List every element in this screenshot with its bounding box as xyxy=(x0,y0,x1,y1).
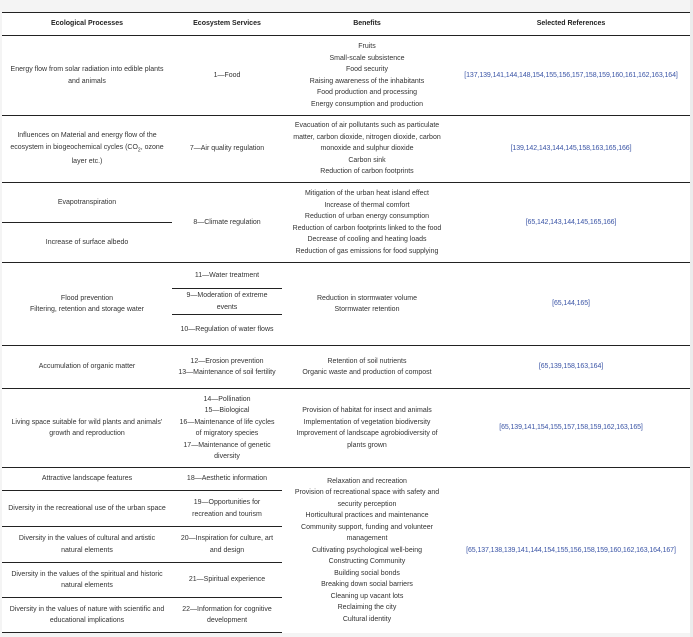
process-cell xyxy=(2,116,172,183)
process-cell: Living space suitable for wild plants and animals’ growth and reproduction xyxy=(2,389,172,468)
process-cell: Diversity in the recreational use of the urban space xyxy=(2,491,172,527)
benefit-item: Food production and processing xyxy=(316,89,417,96)
benefit-item: Cultural identity xyxy=(342,615,392,623)
process-cell xyxy=(2,263,172,346)
benefit-item: Cleaning up vacant lots xyxy=(330,592,404,600)
benefit-item: Energy consumption and production xyxy=(310,100,424,108)
service-item: 12—Erosion prevention xyxy=(190,357,264,365)
benefit-item: Horticultural practices and maintenance xyxy=(305,512,429,519)
process-text: Influences on Material and energy flow of the ecosystem in biogeochemical cycles (CO xyxy=(10,132,157,151)
table-row xyxy=(2,468,690,491)
references-cell[interactable]: [137,139,141,144,148,154,155,156,157,158,159,160,161,162,163,164] xyxy=(452,36,690,116)
table-header-row xyxy=(2,13,690,36)
benefit-item: Provision of recreational space with safety and security perception xyxy=(294,489,440,508)
table-row xyxy=(2,263,690,289)
benefit-item: Increase of thermal comfort xyxy=(324,201,410,209)
service-cell: 7—Air quality regulation xyxy=(172,116,282,183)
header-ecosystem-services: Ecosystem Services xyxy=(172,13,282,36)
benefit-item: Reduction of carbon footprints linked to the food xyxy=(292,224,442,232)
references-cell[interactable]: [139,142,143,144,145,158,163,165,166] xyxy=(452,116,690,183)
ecosystem-services-table xyxy=(2,12,690,633)
benefit-item: Food security xyxy=(345,66,389,73)
process-cell: Attractive landscape features xyxy=(2,468,172,491)
benefit-item: Stormwater retention xyxy=(334,306,400,313)
benefit-item: Community support, funding and volunteer management xyxy=(301,523,433,542)
benefit-item: Decrease of cooling and heating loads xyxy=(307,236,427,243)
table-row xyxy=(2,346,690,389)
table-row xyxy=(2,183,690,223)
process-cell: Diversity in the values of nature with scientific and educational implications xyxy=(2,598,172,633)
process-cell: Energy flow from solar radiation into edible plants and animals xyxy=(2,36,172,116)
benefits-cell xyxy=(282,116,452,183)
service-cell xyxy=(172,346,282,389)
benefit-item: Organic waste and production of compost xyxy=(302,369,432,376)
benefit-item: Reduction of gas emissions for food supplying xyxy=(295,247,439,255)
benefit-item: Small-scale subsistence xyxy=(329,54,405,62)
service-item: 13—Maintenance of soil fertility xyxy=(178,369,276,376)
process-cell: Increase of surface albedo xyxy=(2,223,172,263)
service-cell xyxy=(172,389,282,468)
process-cell: Diversity in the values of cultural and artistic natural elements xyxy=(2,527,172,563)
service-item: 17—Maintenance of genetic diversity xyxy=(183,441,271,460)
benefit-item: Reduction of urban energy consumption xyxy=(304,213,430,220)
benefit-item: Constructing Community xyxy=(328,558,406,565)
benefit-item: Reduction in stormwater volume xyxy=(317,294,417,302)
references-cell[interactable]: [65,142,143,144,145,165,166] xyxy=(452,183,690,263)
benefit-item: Retention of soil nutrients xyxy=(327,357,407,365)
table-row xyxy=(2,389,690,468)
references-cell[interactable]: [65,137,138,139,141,144,154,155,156,158,159,160,162,163,164,167] xyxy=(452,468,690,633)
benefit-item: Reclaiming the city xyxy=(337,604,397,611)
service-cell: 1—Food xyxy=(172,36,282,116)
benefit-item: Improvement of landscape agrobiodiversity of plants grown xyxy=(296,430,438,449)
ecosystem-services-table-container xyxy=(2,12,690,633)
subscript: 2 xyxy=(137,146,141,153)
table-row xyxy=(2,36,690,116)
service-cell: 22—Information for cognitive development xyxy=(172,598,282,633)
benefits-cell xyxy=(282,183,452,263)
header-ecological-processes: Ecological Processes xyxy=(2,13,172,36)
benefits-cell xyxy=(282,468,452,633)
header-benefits: Benefits xyxy=(282,13,452,36)
process-cell: Diversity in the values of the spiritual and historic natural elements xyxy=(2,563,172,598)
process-line: Filtering, retention and storage water xyxy=(29,306,144,313)
service-cell: 20—Inspiration for culture, art and design xyxy=(172,527,282,563)
service-cell: 8—Climate regulation xyxy=(172,183,282,263)
service-cell: 21—Spiritual experience xyxy=(172,563,282,598)
service-item: 14—Pollination xyxy=(203,395,251,403)
benefit-item: Reduction of carbon footprints xyxy=(320,168,414,176)
service-cell: 9—Moderation of extreme events xyxy=(172,289,282,315)
benefits-cell xyxy=(282,263,452,346)
references-cell[interactable]: [65,144,165] xyxy=(452,263,690,346)
service-item: 15—Biological xyxy=(204,407,250,414)
benefits-cell xyxy=(282,346,452,389)
process-cell: Accumulation of organic matter xyxy=(2,346,172,389)
service-cell: 18—Aesthetic information xyxy=(172,468,282,491)
benefit-item: Carbon sink xyxy=(348,156,386,164)
references-cell[interactable]: [65,139,158,163,164] xyxy=(452,346,690,389)
benefit-item: Fruits xyxy=(358,43,376,50)
benefits-cell xyxy=(282,36,452,116)
benefits-cell xyxy=(282,389,452,468)
benefit-item: Breaking down social barriers xyxy=(321,581,413,588)
table-row xyxy=(2,116,690,183)
benefit-item: Evacuation of air pollutants such as particulate matter, carbon dioxide, nitrogen dioxide, carbon monoxide and sulphur dioxide xyxy=(293,122,441,153)
header-selected-references: Selected References xyxy=(452,13,690,36)
benefit-item: Provision of habitat for insect and animals xyxy=(302,407,432,414)
service-cell: 19—Opportunities for recreation and tourism xyxy=(172,491,282,527)
process-text-tail: , ozone layer etc.) xyxy=(71,143,164,166)
references-cell[interactable]: [65,139,141,154,155,157,158,159,162,163,165] xyxy=(452,389,690,468)
service-item: 16—Maintenance of life cycles of migratory species xyxy=(179,418,275,437)
process-cell: Evapotranspiration xyxy=(2,183,172,223)
benefit-item: Implementation of vegetation biodiversity xyxy=(303,418,431,426)
benefit-item: Mitigation of the urban heat island effect xyxy=(304,190,429,197)
service-cell: 10—Regulation of water flows xyxy=(172,315,282,346)
benefit-item: Relaxation and recreation xyxy=(327,477,407,485)
benefit-item: Cultivating psychological well-being xyxy=(311,546,423,554)
service-cell: 11—Water treatment xyxy=(172,263,282,289)
process-line: Flood prevention xyxy=(60,294,114,302)
benefit-item: Building social bonds xyxy=(334,569,400,577)
benefit-item: Raising awareness of the inhabitants xyxy=(309,77,425,85)
